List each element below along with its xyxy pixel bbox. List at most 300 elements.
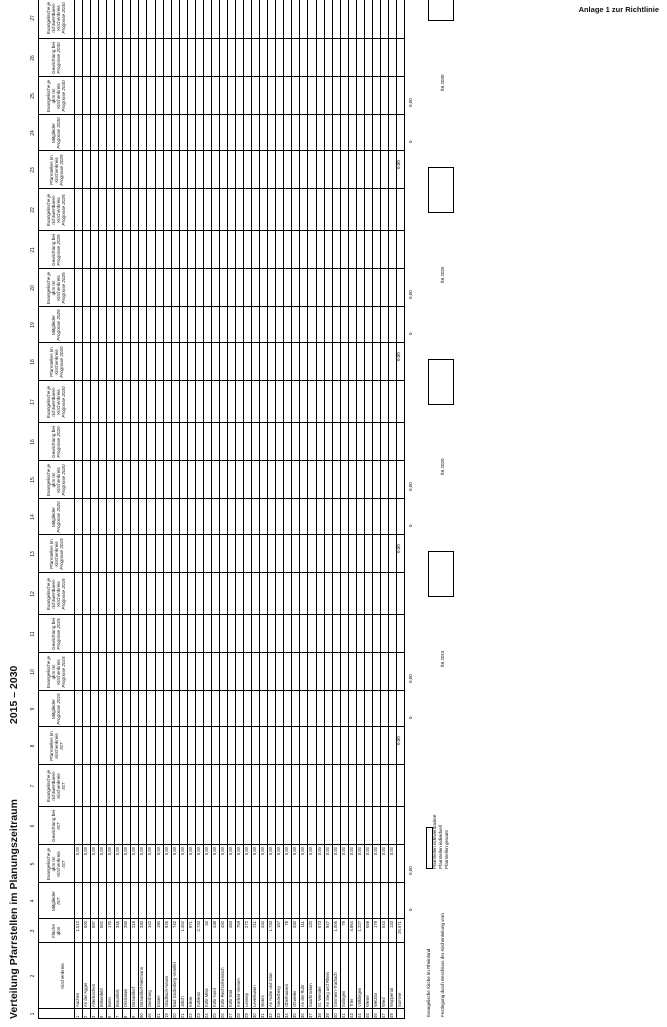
row-number: 5 [99,1015,105,1018]
evangelische-qkm-ist: 0,00 [155,847,161,856]
header-mitglieder [38,499,74,535]
total-mitglieder: 0 [408,140,414,143]
evangelische-qkm-ist: 0,00 [268,847,274,856]
festlegung-line: Pfarrstellen richtwertbasiert [432,814,438,869]
total-mitglieder: 0 [408,908,414,911]
district-area: 330 [292,921,298,928]
header-text: Evangelische je qkm im Kirchenkreis [46,79,61,113]
column-number: 7 [30,784,36,788]
district-area: 211 [252,921,258,928]
row-number: 2 [83,1015,89,1018]
evangelische-qkm-ist: 0,00 [284,847,290,856]
district-name: Lennep [244,993,250,1007]
header-gewichtung [38,423,74,461]
district-area: 1.512 [75,921,80,932]
evangelische-qkm-ist: 0,00 [171,847,177,856]
district-area: 597 [91,921,97,928]
column-number: 26 [30,55,36,61]
district-area: 971 [187,921,193,928]
grid-col-line [38,919,404,920]
grid-col-line [38,572,404,573]
district-name: Saarbrücken [308,983,314,1007]
flaeche-label: Fläche [51,924,56,938]
district-area: 170 [107,921,113,928]
column-number: 25 [30,93,36,99]
district-area: 79 [340,921,346,926]
column-number: 13 [30,551,36,557]
grid-col-line [38,499,404,500]
evangelische-qkm-ist: 0,00 [219,847,225,856]
evangelische-qkm-ist: 0,00 [107,847,113,856]
header-text: Mitglieder [51,123,56,143]
header-sub: Prognose 2020 [56,501,61,533]
header-evangelische-richtwert [38,573,74,615]
grid-col-line [38,231,404,232]
sum-area: 26.571 [397,921,402,934]
total-evangelische-qkm: 0,00 [408,674,414,683]
grid-col-line [38,615,404,616]
column-number: 12 [30,591,36,597]
evangelische-qkm-ist: 0,00 [348,847,354,856]
district-area: 659 [364,921,370,928]
district-name: Duisburg [147,990,153,1007]
row-number: 6 [107,1015,113,1018]
row-number: 24 [203,1013,209,1018]
header-text: Pfarrstellen im Kirchenkreis [48,539,59,569]
district-name: Dinslaken [123,988,129,1007]
group-divider [38,150,404,151]
district-name: Wied [380,997,386,1007]
column-number: 2 [30,974,36,978]
column-number: 24 [30,130,36,136]
grid-col-line [38,188,404,189]
district-name: Düsseldorf-Mettmann [139,966,145,1007]
row-number: 28 [236,1013,241,1018]
evangelische-qkm-ist: 0,00 [364,847,370,856]
district-name: Ottweiler [292,990,298,1007]
district-name: An der Agger [83,982,89,1007]
group-divider [38,726,404,727]
header-evangelische-richtwert [38,765,74,807]
evangelische-qkm-ist: 0,00 [83,847,89,856]
header-sub: Prognose 2025 [58,154,64,186]
header-text: Mitglieder [51,699,56,719]
row-number: 39 [324,1013,330,1018]
row-number: 41 [340,1013,346,1018]
row-number: 25 [211,1013,217,1018]
grid-col-line [38,943,404,944]
header-flaeche [38,919,74,943]
total-evangelische-qkm: 0,00 [408,482,414,491]
header-text: Mitglieder [51,891,56,911]
row-number: 35 [292,1013,298,1018]
row-number: 43 [348,1013,354,1018]
header-sub: Prognose 2030 [56,42,61,74]
row-number: 23 [195,1013,201,1018]
header-text: Pfarrstellen im Kirchenkreis [48,155,59,185]
evangelische-qkm-ist: 0,00 [179,847,185,856]
row-number: 22 [187,1013,193,1018]
header-evangelische-qkm [38,269,74,307]
evangelische-qkm-ist: 0,00 [203,847,209,856]
header-sub: Prognose 2015 [61,578,66,610]
district-area: 759 [236,921,241,928]
rotated-table-sheet [8,1,618,1019]
header-gewichtung [38,39,74,77]
festlegung-box [428,551,454,597]
district-name: Braunfels [115,989,121,1007]
header-text: Evangelische je richtwertbaren Kirchenkreis [46,577,61,611]
district-name: Birkenfeld [99,988,105,1007]
evangelische-qkm-ist: 0,00 [91,847,97,856]
district-name: Wetzlar [372,992,378,1007]
district-name: Trier [348,998,354,1007]
row-number: 19 [163,1013,169,1018]
district-name: Wuppertal [388,987,394,1007]
header-text: Evangelische je richtwertbaren Kirchenkreis [46,769,61,803]
evangelische-qkm-ist: 0,00 [388,847,394,856]
row-number: 21 [179,1013,185,1018]
festlegung-box [428,0,454,21]
district-name: Essen [155,995,161,1007]
total-mitglieder: 0 [408,524,414,527]
festlegung-year: für 2030 [440,74,446,91]
district-area: 1.227 [356,921,362,932]
header-text: Evangelische je qkm im Kirchenkreis [46,655,61,689]
header-sub: Prognose 2030 [61,80,66,112]
festlegung-label: Festlegung durch Beschluss der Kirchenleitung vom [440,913,446,1017]
district-area: 142 [147,921,153,928]
header-mitglieder [38,691,74,727]
district-area: 552 [99,921,105,928]
district-area: 190 [155,921,161,928]
column-number: 15 [30,477,36,483]
column-number: 1 [30,1012,36,1016]
district-area: 573 [316,921,322,928]
district-area: 330 [139,921,145,928]
row-number: 40 [332,1013,338,1018]
district-name: Düsseldorf [131,986,137,1007]
header-text: Pfarrstellen im Kirchenkreis [48,347,59,377]
district-name: Simmern-Trarbach [332,972,338,1007]
district-area: 218 [131,921,137,928]
district-name: Wesel [364,995,370,1007]
header-sub: IST [58,742,64,750]
anlage-label: Anlage 1 zur Richtlinie [578,5,659,14]
district-area: 947 [324,921,330,928]
row-number: 37 [308,1013,314,1018]
header-evangelische-richtwert [38,0,74,39]
row-number: 38 [316,1013,322,1018]
row-number: 44 [356,1013,362,1018]
district-area: 272 [244,921,250,928]
grid-col-line [38,807,404,808]
column-number: 10 [30,669,36,675]
row-number: 47 [380,1013,386,1018]
total-evangelische-qkm: 0,00 [408,98,414,107]
row-number: 34 [284,1013,290,1018]
district-area: 1.733 [268,921,274,932]
district-name: Bad Godesberg-Voreifel [171,962,177,1007]
district-area: 346 [115,921,121,928]
footer-organisation: Evangelische Kirche im Rheinland [426,948,432,1017]
column-number: 19 [30,322,36,328]
header-sub: Prognose 2025 [61,194,66,226]
allocation-table [8,1,618,1019]
evangelische-qkm-ist: 0,00 [372,847,378,856]
district-name: Köln-Mitte [203,988,209,1007]
evangelische-qkm-ist: 0,00 [324,847,330,856]
row-number: 51 [155,1013,161,1018]
row-number: 46 [372,1013,378,1018]
district-name: An Nahe und Glan [268,972,274,1007]
row-number: 33 [276,1013,282,1018]
header-text: Gewichtung bei [51,426,56,458]
header-sub: Prognose 2015 [56,618,61,650]
evangelische-qkm-ist: 0,00 [276,847,282,856]
header-gewichtung [38,231,74,269]
grid-col-line [38,653,404,654]
header-sub: IST [56,897,61,905]
row-number: 27 [227,1013,233,1018]
header-evangelische-qkm [38,77,74,115]
header-gewichtung [38,615,74,653]
row-number: 31 [260,1013,266,1018]
evangelische-qkm-ist: 0,00 [252,847,258,856]
evangelische-qkm-ist: 0,00 [292,847,298,856]
evangelische-qkm-ist: 0,00 [244,847,250,856]
row-number: 32 [268,1013,274,1018]
row-number: 36 [300,1013,306,1018]
district-area: 1.006 [332,921,338,932]
header-text: Evangelische je richtwertbaren Kirchenkreis [46,193,61,227]
festlegung-box [428,167,454,213]
district-name: Köln-Süd [227,989,233,1007]
district-area: 157 [276,921,282,928]
row-number: 7 [115,1015,121,1018]
grid-col-line [38,845,404,846]
district-name: Gladbach-Neuss [163,975,169,1007]
header-text: Mitglieder [51,315,56,335]
district-name: Solingen [340,990,346,1007]
column-number: 22 [30,207,36,213]
total-mitglieder: 0 [408,716,414,719]
header-pfarrstellen [38,535,74,573]
district-name: Koblenz [195,991,201,1007]
festlegung-year: für 2025 [440,266,446,283]
header-top-line [38,0,39,1019]
evangelische-qkm-ist: 0,00 [227,847,233,856]
district-name: Krefeld-Viersen [236,978,241,1007]
district-name: Jülich [179,996,185,1007]
grid-col-line [38,883,404,884]
district-area: 4.864 [348,921,354,932]
district-name: Niederberg [276,986,282,1007]
evangelische-qkm-ist: 0,00 [123,847,129,856]
festlegung-line: Pfarrstellen individuell [438,825,444,869]
header-pfarrstellen [38,151,74,189]
district-name: Leverkusen [252,985,258,1007]
header-text: Pfarrstellen im Kirchenkreis [48,731,59,761]
header-gewichtung [38,807,74,845]
row-number: 8 [123,1015,129,1018]
header-evangelische-qkm [38,461,74,499]
row-number: 3 [91,1015,97,1018]
header-sub: Prognose 2020 [61,464,66,496]
header-pfarrstellen [38,343,74,381]
festlegung-year: für 2015 [440,650,446,667]
district-area: 1.462 [179,921,185,932]
header-pfarrstellen [38,727,74,765]
district-name: Altenkirchen [91,983,97,1007]
total-pfarrstellen: 0,00 [396,544,402,553]
header-text: Gewichtung bei [51,42,56,74]
group-divider [38,534,404,535]
district-area: 600 [83,921,89,928]
evangelische-qkm-ist: 0,00 [332,847,338,856]
column-number: 20 [30,285,36,291]
column-number: 16 [30,439,36,445]
header-sub: Prognose 2020 [58,346,64,378]
evangelische-qkm-ist: 0,00 [195,847,201,856]
evangelische-qkm-ist: 0,00 [236,847,241,856]
header-sub: Prognose 2015 [61,656,66,688]
district-name: Köln-Nord [211,988,217,1007]
district-name: St. Wendel [316,986,322,1007]
header-evangelische-richtwert [38,189,74,231]
district-name: Köln-Rechtsrheinisch [219,967,225,1007]
district-area: 133 [388,921,394,928]
header-sub: Prognose 2015 [56,693,61,725]
header-text: Evangelische je richtwertbaren Kirchenkreis [46,385,61,419]
header-evangelische-richtwert [38,381,74,423]
evangelische-qkm-ist: 0,00 [300,847,306,856]
header-sub: IST [61,782,66,790]
district-area: 2.733 [195,921,201,932]
district-area: 78 [284,921,290,926]
header-text: Evangelische je qkm im Kirchenkreis [46,463,61,497]
flaeche-unit: qkm [56,926,61,936]
header-sub: IST [61,860,66,868]
planning-period: 2015 – 2030 [8,665,20,724]
header-sub: Prognose 2025 [56,234,61,266]
district-name: An der Ruhr [300,984,306,1007]
district-name: Völklingen [356,987,362,1007]
evangelische-qkm-ist: 0,00 [131,847,137,856]
column-number: 4 [30,899,36,903]
row-number: 20 [171,1013,177,1018]
column-number: 18 [30,359,36,365]
evangelische-qkm-ist: 0,00 [356,847,362,856]
district-area: 438 [211,921,217,928]
row-number: 49 [388,1013,394,1018]
evangelische-qkm-ist: 0,00 [260,847,266,856]
evangelische-qkm-ist: 0,00 [308,847,314,856]
district-name: Aachen [75,992,80,1007]
district-name: Kleve [187,996,193,1007]
evangelische-qkm-ist: 0,00 [147,847,153,856]
header-text: Evangelische je qkm im Kirchenkreis [46,271,61,305]
district-name: Bonn [107,997,113,1007]
total-pfarrstellen: 0,00 [396,160,402,169]
district-area: 34 [203,921,209,926]
evangelische-qkm-ist: 0,00 [75,847,80,856]
column-number: 5 [30,862,36,866]
district-area: 926 [163,921,169,928]
row-number: 50 [139,1013,145,1018]
total-evangelische-qkm: 0,00 [408,290,414,299]
evangelische-qkm-ist: 0,00 [340,847,346,856]
grid-col-line [38,380,404,381]
grid-col-line [38,423,404,424]
column-number: 21 [30,247,36,253]
grid-col-line [38,461,404,462]
column-number: 17 [30,399,36,405]
header-text: Gewichtung bei [51,810,56,842]
header-text: Mitglieder [51,507,56,527]
group-divider [38,342,404,343]
page-title: Verteilung Pfarrstellen im Planungszeitraum [8,799,20,1019]
column-number: 3 [30,929,36,933]
evangelische-qkm-ist: 0,00 [316,847,322,856]
column-number: 6 [30,824,36,828]
header-sub: Prognose 2030 [61,2,66,34]
grid-col-line [38,307,404,308]
header-sub: Prognose 2025 [61,272,66,304]
column-number: 8 [30,744,36,748]
row-number: 1 [75,1015,80,1018]
evangelische-qkm-ist: 0,00 [187,847,193,856]
column-number: 23 [30,167,36,173]
district-name: An Sieg und Rhein [324,972,330,1007]
festlegung-year: für 2020 [440,458,446,475]
header-sub: Prognose 2030 [56,117,61,149]
header-sub: Prognose 2015 [58,538,64,570]
evangelische-qkm-ist: 0,00 [99,847,105,856]
evangelische-qkm-ist: 0,00 [115,847,121,856]
header-sub: Prognose 2025 [56,309,61,341]
evangelische-qkm-ist: 0,00 [211,847,217,856]
total-evangelische-qkm: 0,00 [408,866,414,875]
column-number: 9 [30,707,36,711]
district-area: 492 [219,921,225,928]
evangelische-qkm-ist: 0,00 [163,847,169,856]
district-name: Oberhausen [284,983,290,1007]
header-evangelische-qkm [38,653,74,691]
grid-col-line [38,691,404,692]
total-pfarrstellen: 0,00 [396,736,402,745]
grid-col-line [38,115,404,116]
grid-col-line [38,269,404,270]
total-pfarrstellen: 0,00 [396,352,402,361]
festlegung-box [428,359,454,405]
grid-col-line [38,1009,404,1010]
header-kirchenkreis: Kirchenkreis [59,963,65,989]
row-number: 46 [147,1013,153,1018]
row-number: 9 [131,1015,137,1018]
district-area: 179 [372,921,378,928]
district-area: 111 [300,921,306,928]
column-number: 14 [30,514,36,520]
district-area: 742 [171,921,177,928]
grid-col-line [38,77,404,78]
total-mitglieder: 0 [408,332,414,335]
evangelische-qkm-ist: 0,00 [380,847,386,856]
header-text: Gewichtung bei [51,618,56,650]
evangelische-qkm-ist: 0,00 [139,847,145,856]
header-mitglieder [38,307,74,343]
district-area: 434 [260,921,266,928]
